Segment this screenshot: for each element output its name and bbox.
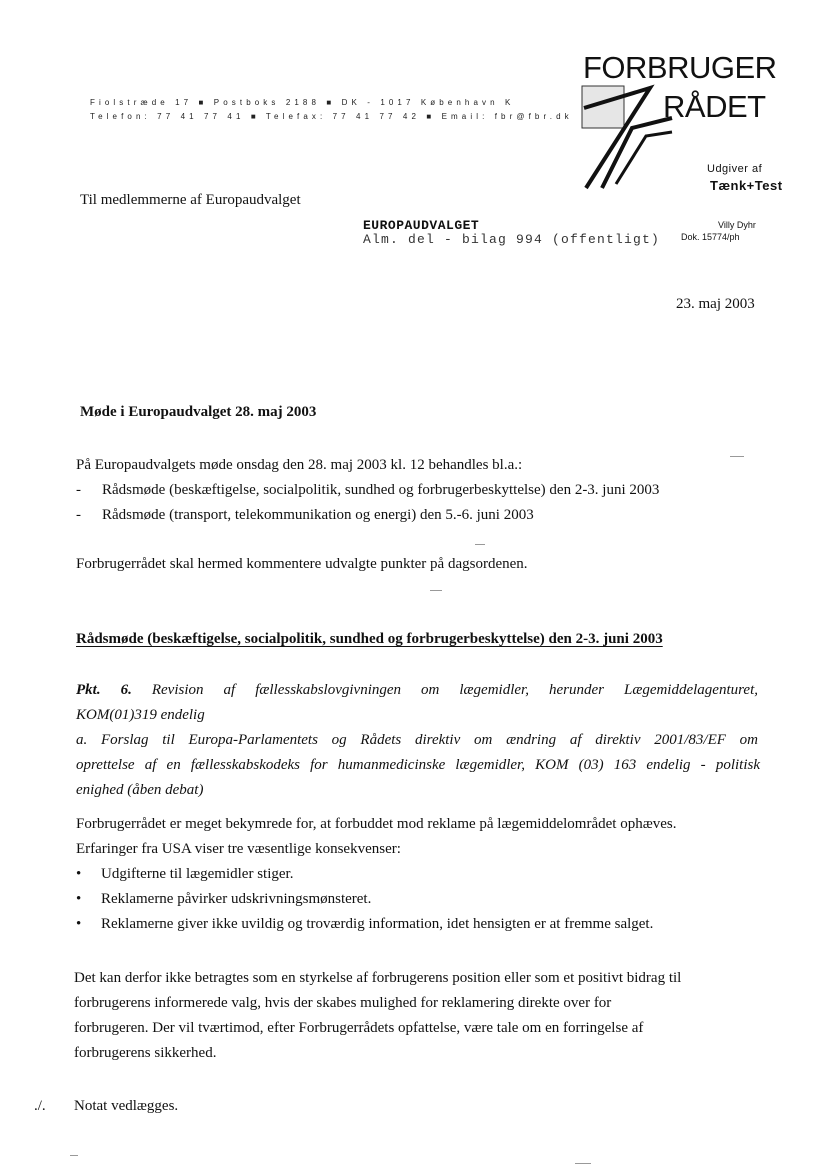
- sub-point-line-3: enighed (åben debat): [76, 782, 204, 798]
- bullet-text: Udgifterne til lægemidler stiger.: [101, 866, 294, 882]
- bullet-item: [76, 862, 293, 887]
- contact-line: Telefon: 77 41 77 41 ■ Telefax: 77 41 77 42 ■ Email: fbr@fbr.dk: [90, 112, 573, 121]
- agenda-dash: -: [76, 507, 81, 523]
- sub-point-line-1: a. Forslag til Europa-Parlamentets og Rådets direktiv om ændring af direktiv 2001/83/EF om: [76, 732, 758, 748]
- body-paragraph-line: Forbrugerrådet er meget bekymrede for, at forbuddet mod reklame på lægemiddelområdet ophæves.: [76, 816, 677, 832]
- bullet-mark: •: [76, 916, 82, 932]
- enclosure-note: Notat vedlægges.: [74, 1098, 179, 1114]
- body-paragraph-line: Det kan derfor ikke betragtes som en styrkelse af forbrugerens position eller som et positivt bidrag til: [74, 970, 682, 986]
- point-label: Pkt. 6.: [76, 682, 132, 698]
- agenda-item-2: [76, 503, 534, 528]
- agenda-dash: -: [76, 482, 81, 498]
- stamp-committee: EUROPAUDVALGET: [363, 218, 480, 233]
- bullet-item: [76, 912, 653, 937]
- scan-speck: [475, 544, 485, 545]
- comment-line: Forbrugerrådet skal hermed kommentere udvalgte punkter på dagsordenen.: [76, 556, 528, 572]
- bullet-text: Reklamerne giver ikke uvildig og troværdig information, idet hensigten er at fremme salget.: [101, 916, 654, 932]
- scan-speck: [730, 456, 744, 457]
- subject-heading: Møde i Europaudvalget 28. maj 2003: [80, 404, 317, 420]
- sub-point-line-2: oprettelse af en fællesskabskodeks for humanmedicinske lægemidler, KOM (03) 163 endelig - politisk: [76, 757, 760, 773]
- agenda-text: Rådsmøde (transport, telekommunikation og energi) den 5.-6. juni 2003: [102, 507, 534, 523]
- point-6-title: [76, 678, 758, 703]
- body-paragraph-line: forbrugerens informerede valg, hvis der skabes mulighed for reklamering direkte over for: [74, 995, 612, 1011]
- recipient: Til medlemmerne af Europaudvalget: [80, 192, 301, 208]
- sender-name: Villy Dyhr: [718, 220, 756, 230]
- body-paragraph-line: Erfaringer fra USA viser tre væsentlige konsekvenser:: [76, 841, 401, 857]
- body-paragraph-line: forbrugeren. Der vil tværtimod, efter Forbrugerrådets opfattelse, være tale om en forringelse af: [74, 1020, 644, 1036]
- enclosure-mark: ./.: [34, 1098, 46, 1114]
- point-title-text: Revision af fællesskabslovgivningen om lægemidler, herunder Lægemiddelagenturet,: [151, 682, 758, 698]
- address-line: Fiolstræde 17 ■ Postboks 2188 ■ DK - 1017 København K: [90, 98, 515, 107]
- logo-mark-icon: [580, 84, 675, 194]
- intro-line: På Europaudvalgets møde onsdag den 28. maj 2003 kl. 12 behandles bl.a.:: [76, 457, 523, 473]
- logo-text-raadet: RÅDET: [663, 89, 766, 124]
- agenda-text: Rådsmøde (beskæftigelse, socialpolitik, sundhed og forbrugerbeskyttelse) den 2-3. juni 2003: [102, 482, 660, 498]
- document-number: Dok. 15774/ph: [681, 232, 740, 242]
- bullet-text: Reklamerne påvirker udskrivningsmønsteret.: [101, 891, 372, 907]
- bullet-item: [76, 887, 371, 912]
- scan-speck: [70, 1155, 78, 1156]
- stamp-reference: Alm. del - bilag 994 (offentligt): [363, 232, 661, 247]
- point-reference: KOM(01)319 endelig: [76, 707, 205, 723]
- letter-date: 23. maj 2003: [676, 296, 755, 312]
- section-heading: Rådsmøde (beskæftigelse, socialpolitik, sundhed og forbrugerbeskyttelse) den 2-3. juni 2003: [76, 631, 663, 647]
- bullet-mark: •: [76, 891, 82, 907]
- publisher-label: Udgiver af: [707, 163, 763, 175]
- scan-speck: [575, 1163, 591, 1164]
- logo-text-forbruger: FORBRUGER: [583, 50, 777, 85]
- bullet-mark: •: [76, 866, 82, 882]
- scan-speck: [430, 590, 442, 591]
- publisher-name: Tænk+Test: [710, 178, 783, 193]
- body-paragraph-line: forbrugerens sikkerhed.: [74, 1045, 217, 1061]
- agenda-item-1: [76, 478, 659, 503]
